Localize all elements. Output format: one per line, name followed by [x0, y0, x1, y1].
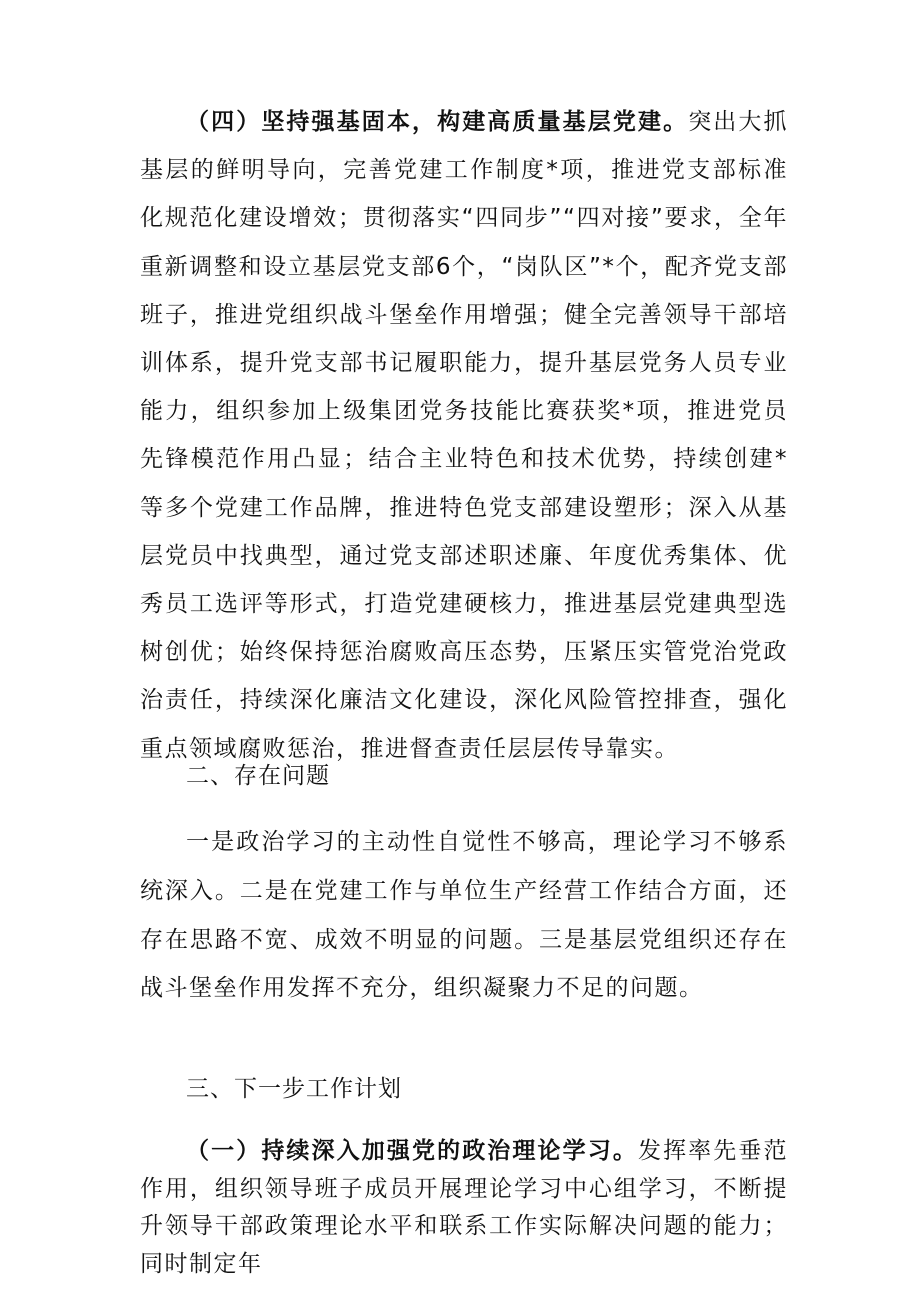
- section-heading-next-work-plan: 三、下一步工作计划: [186, 1076, 402, 1102]
- paragraph-existing-problems: 一是政治学习的主动性自觉性不够高，理论学习不够系统深入。二是在党建工作与单位生产经营工作结合方面，还存在思路不宽、成效不明显的问题。三是基层党组织还存在战斗堡垒作用发挥不充分，组织凝聚力不足的问题。: [140, 829, 788, 1002]
- paragraph-body: 发挥率先垂范作用，组织领导班子成员开展理论学习中心组学习，不断提升领导干部政策理论水平和联系工作实际解决问题的能力；同时制定年: [140, 1138, 789, 1277]
- section-heading-existing-problems: 二、存在问题: [186, 763, 330, 789]
- paragraph-lead-heading: （四）坚持强基固本，构建高质量基层党建。: [186, 109, 689, 135]
- paragraph-lead-heading: （一）持续深入加强党的政治理论学习。: [186, 1138, 638, 1164]
- paragraph-grassroots-party-building: [140, 98, 788, 773]
- paragraph-political-theory-study: [140, 1133, 788, 1283]
- paragraph-body: 突出大抓基层的鲜明导向，完善党建工作制度*项，推进党支部标准化规范化建设增效；贯彻落实“四同步”“四对接”要求，全年重新调整和设立基层党支部6个，“岗队区”*个，配齐党支部班子，推进党组织战斗堡垒作用增强；健全完善领导干部培训体系，提升党支部书记履职能力，提升基层党务人员专业能力，组织参加上级集团党务技能比赛获奖*项，推进党员先锋模范作用凸显；结合主业特色和技术优势，持续创建*等多个党建工作品牌，推进特色党支部建设塑形；深入从基层党员中找典型，通过党支部述职述廉、年度优秀集体、优秀员工选评等形式，打造党建硬核力，推进基层党建典型选树创优；始终保持惩治腐败高压态势，压紧压实管党治党政治责任，持续深化廉洁文化建设，深化风险管控排查，强化重点领域腐败惩治，推进督查责任层层传导靠实。: [140, 109, 789, 762]
